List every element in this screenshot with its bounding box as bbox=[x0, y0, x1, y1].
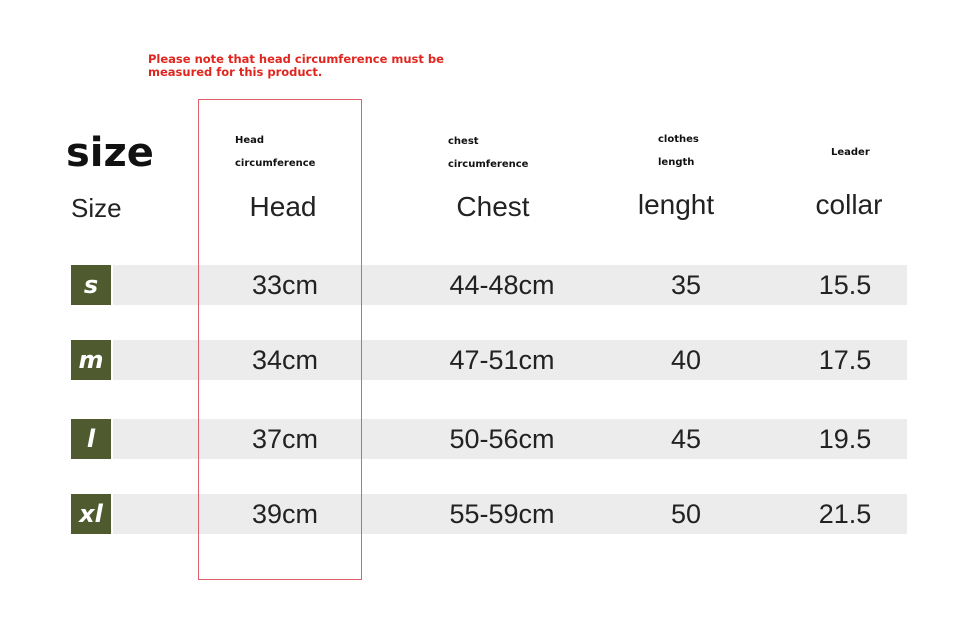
size-badge: l bbox=[71, 419, 111, 459]
head-small-label-line: Head bbox=[235, 135, 265, 146]
length-cell: 50 bbox=[670, 498, 702, 529]
head-cell: 39cm bbox=[251, 498, 319, 529]
head-cell: 34cm bbox=[251, 344, 319, 375]
collar-cell: 19.5 bbox=[818, 423, 872, 454]
collar-cell: 21.5 bbox=[818, 498, 872, 529]
collar-cell: 17.5 bbox=[818, 344, 872, 375]
chest-small-label bbox=[448, 130, 528, 176]
size-column-header: Size bbox=[71, 193, 122, 223]
collar-small-label bbox=[831, 141, 870, 164]
size-badge: s bbox=[71, 265, 111, 305]
collar-small-label-line: Leader bbox=[831, 147, 870, 158]
chest-small-label-line: circumference bbox=[448, 159, 529, 170]
chest-cell: 47-51cm bbox=[449, 344, 555, 375]
chest-column-header: Chest bbox=[456, 191, 530, 222]
length-small-label bbox=[658, 128, 699, 174]
length-cell: 45 bbox=[670, 423, 702, 454]
chest-cell: 50-56cm bbox=[449, 423, 555, 454]
collar-cell: 15.5 bbox=[818, 269, 872, 300]
size-title: size bbox=[66, 130, 154, 176]
length-column-header: lenght bbox=[637, 189, 715, 220]
collar-column-header: collar bbox=[815, 189, 883, 220]
chest-small-label-line: chest bbox=[448, 136, 479, 147]
head-cell: 33cm bbox=[251, 269, 319, 300]
measurement-note: Please note that head circumference must be measured for this product. bbox=[148, 52, 444, 79]
size-badge: m bbox=[71, 340, 111, 380]
size-badge: xl bbox=[71, 494, 111, 534]
head-cell: 37cm bbox=[251, 423, 319, 454]
length-cell: 35 bbox=[670, 269, 702, 300]
head-column-header: Head bbox=[249, 191, 317, 222]
length-cell: 40 bbox=[670, 344, 702, 375]
length-small-label-line: length bbox=[658, 157, 695, 168]
chest-cell: 55-59cm bbox=[449, 498, 555, 529]
length-small-label-line: clothes bbox=[658, 134, 699, 145]
head-column-highlight bbox=[198, 99, 362, 580]
head-small-label-line: circumference bbox=[235, 158, 316, 169]
chest-cell: 44-48cm bbox=[449, 269, 555, 300]
